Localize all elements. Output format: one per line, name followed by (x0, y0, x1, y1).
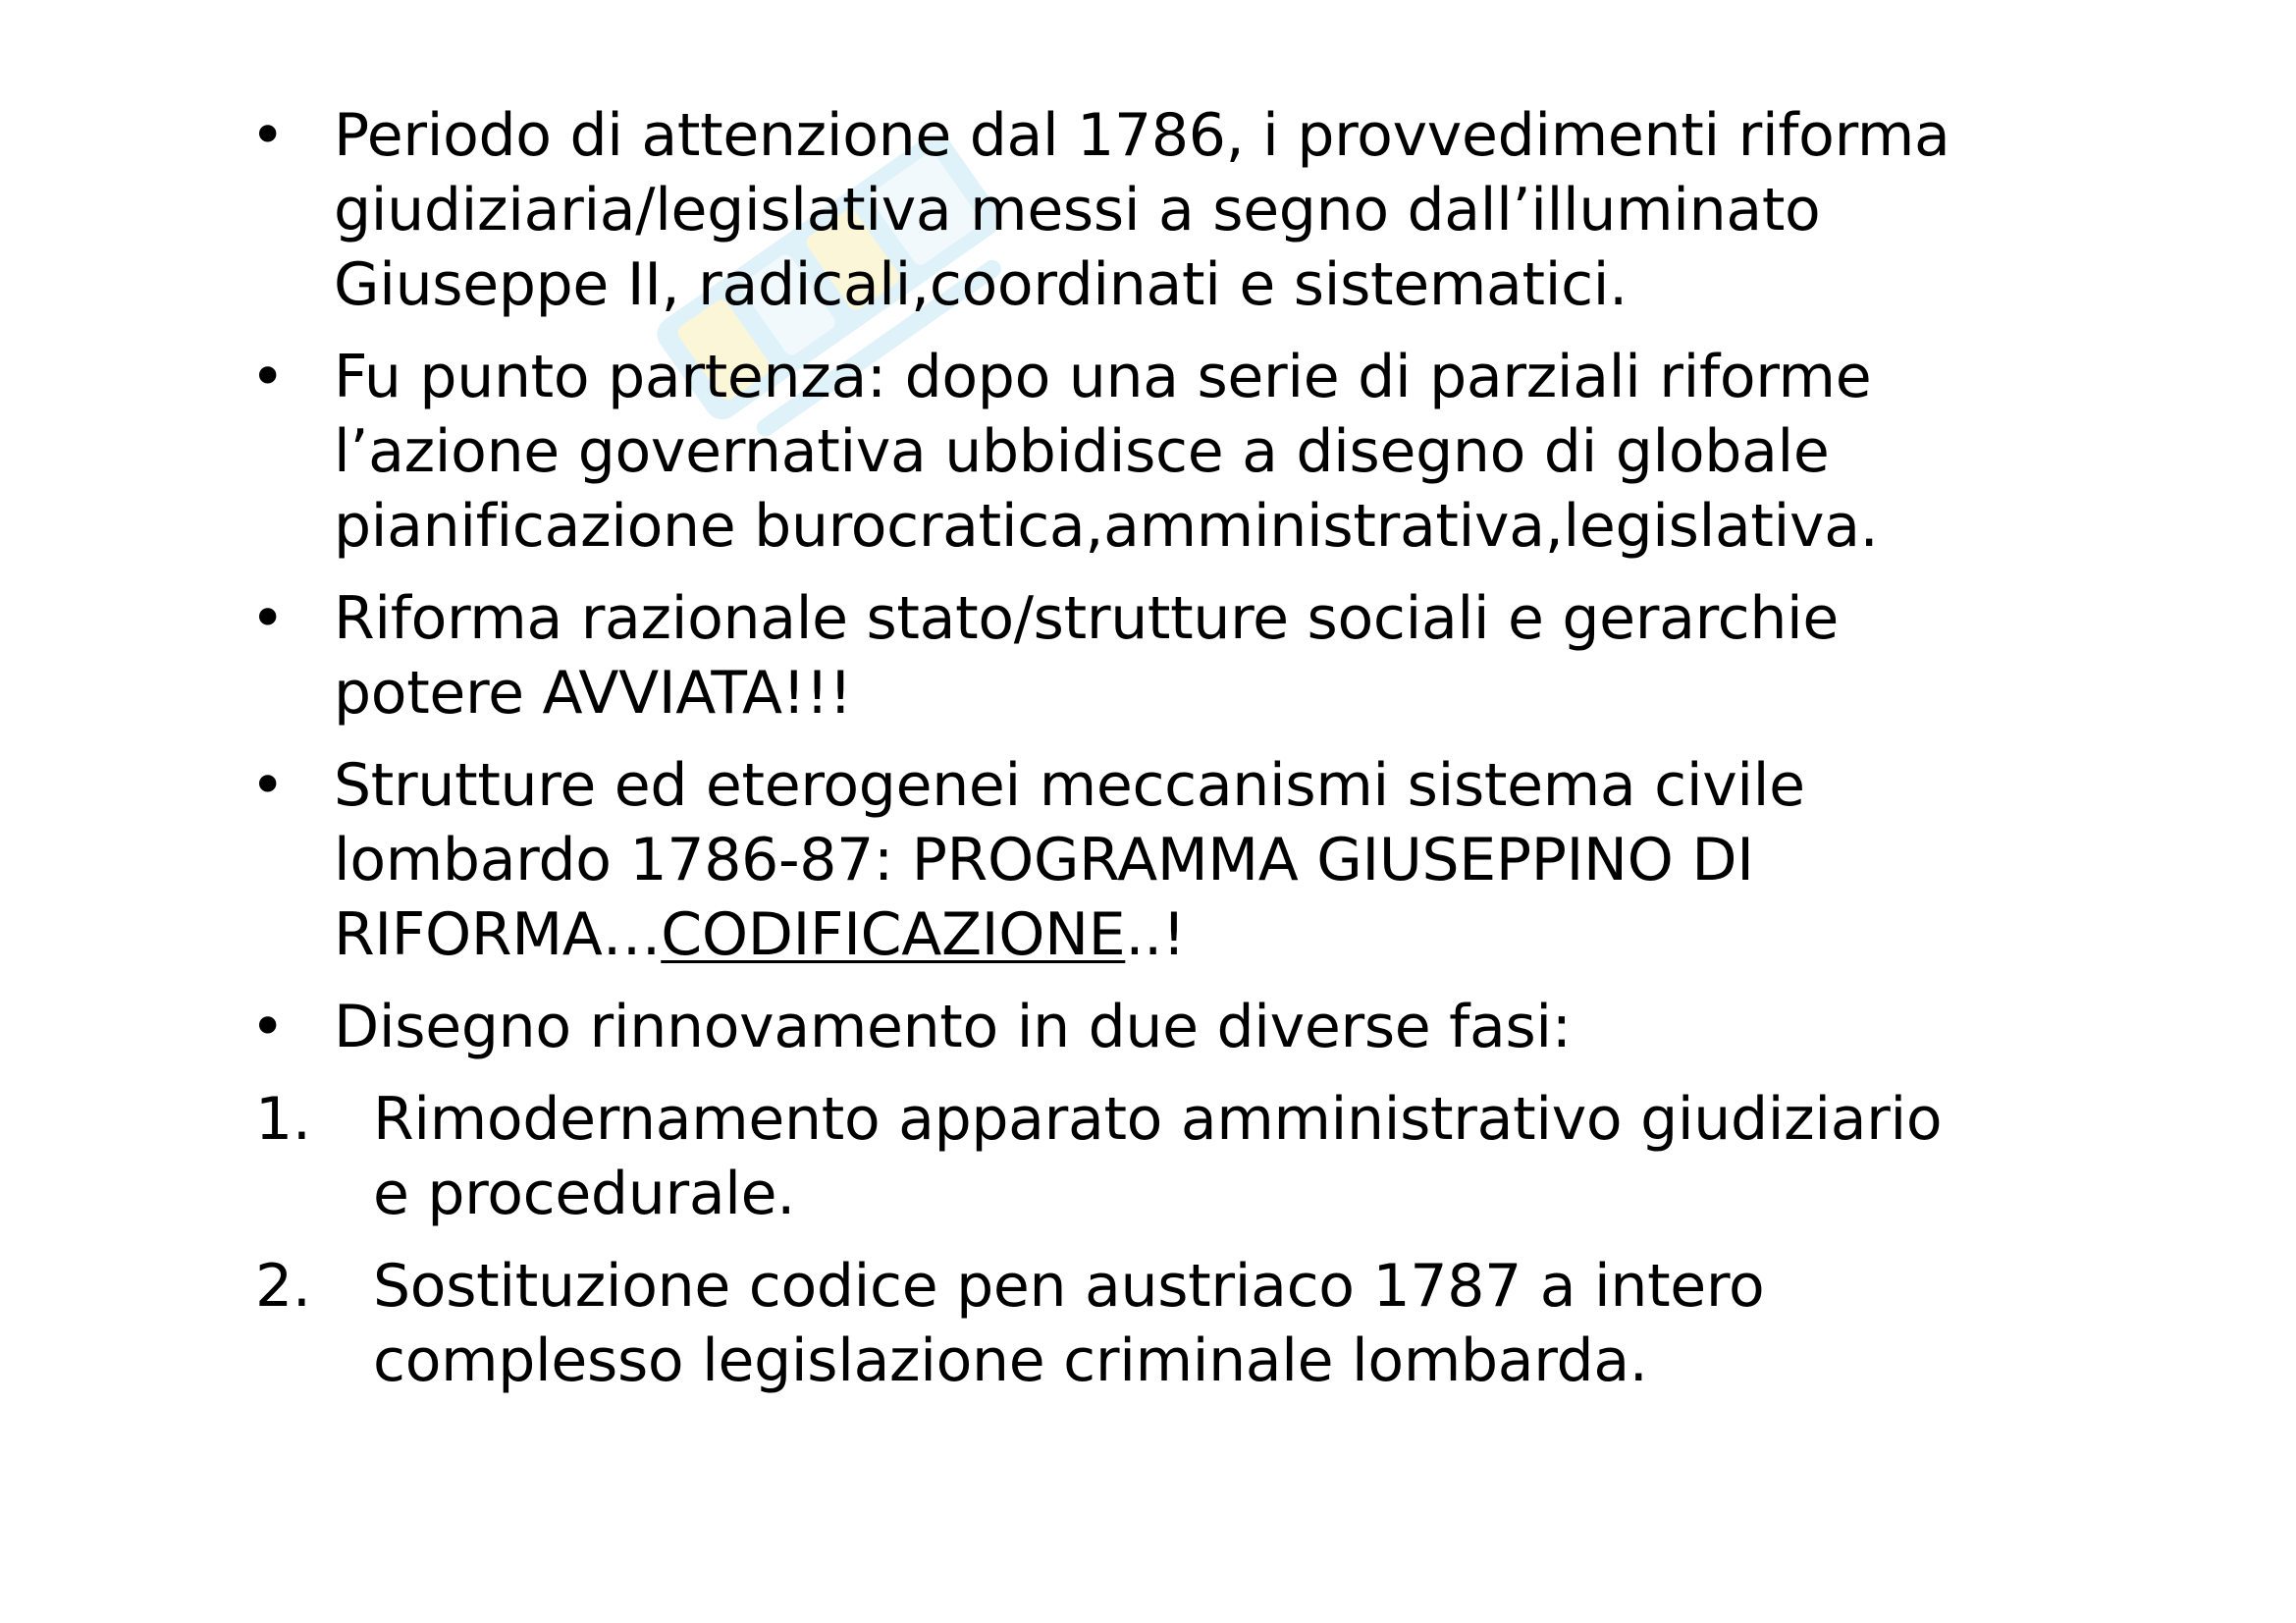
text-line: e procedurale. (373, 1160, 796, 1228)
numbered-item (250, 1082, 2115, 1231)
bullet-marker: • (250, 101, 286, 170)
text-line: pianificazione burocratica,amministrativa,legislativa. (334, 492, 1879, 561)
text-line: l’azione governativa ubbidisce a disegno di globale (334, 417, 1830, 486)
bullet-item (250, 990, 2115, 1064)
bullet-marker: • (250, 751, 286, 820)
text-line: Riforma razionale stato/strutture sociali e gerarchie (334, 584, 1840, 653)
bullet-item (250, 340, 2115, 564)
text-line: Fu punto partenza: dopo una serie di parziali riforme (334, 343, 1872, 411)
numbered-item (250, 1249, 2115, 1398)
bullet-marker: • (250, 993, 286, 1061)
text-line: Strutture ed eterogenei meccanismi sistema civile (334, 751, 1805, 820)
text-line: lombardo 1786-87: PROGRAMMA GIUSEPPINO DI (334, 826, 1754, 894)
number-marker: 2. (255, 1252, 311, 1321)
slide-content (250, 98, 2115, 1416)
text-line: Periodo di attenzione dal 1786, i provvedimenti riforma (334, 101, 1950, 170)
bullet-marker: • (250, 343, 286, 411)
text-line: Giuseppe II, radicali,coordinati e sistematici. (334, 250, 1628, 319)
text-line: Rimodernamento apparato amministrativo giudiziario (373, 1085, 1943, 1154)
text-line: giudiziaria/legislativa messi a segno dall’illuminato (334, 176, 1821, 244)
text-line: complesso legislazione criminale lombarda. (373, 1326, 1648, 1395)
bullet-item (250, 748, 2115, 972)
bullet-item (250, 98, 2115, 322)
text-segment: RIFORMA… (334, 900, 662, 969)
underlined-term: CODIFICAZIONE (661, 900, 1126, 969)
bullet-marker: • (250, 584, 286, 653)
text-line: potere AVVIATA!!! (334, 659, 853, 728)
text-line: Sostituzione codice pen austriaco 1787 a intero (373, 1252, 1765, 1321)
text-segment: ..! (1125, 900, 1186, 969)
bullet-item (250, 581, 2115, 730)
number-marker: 1. (255, 1085, 311, 1154)
text-line: Disegno rinnovamento in due diverse fasi: (334, 993, 1572, 1061)
text-line (334, 897, 2115, 972)
